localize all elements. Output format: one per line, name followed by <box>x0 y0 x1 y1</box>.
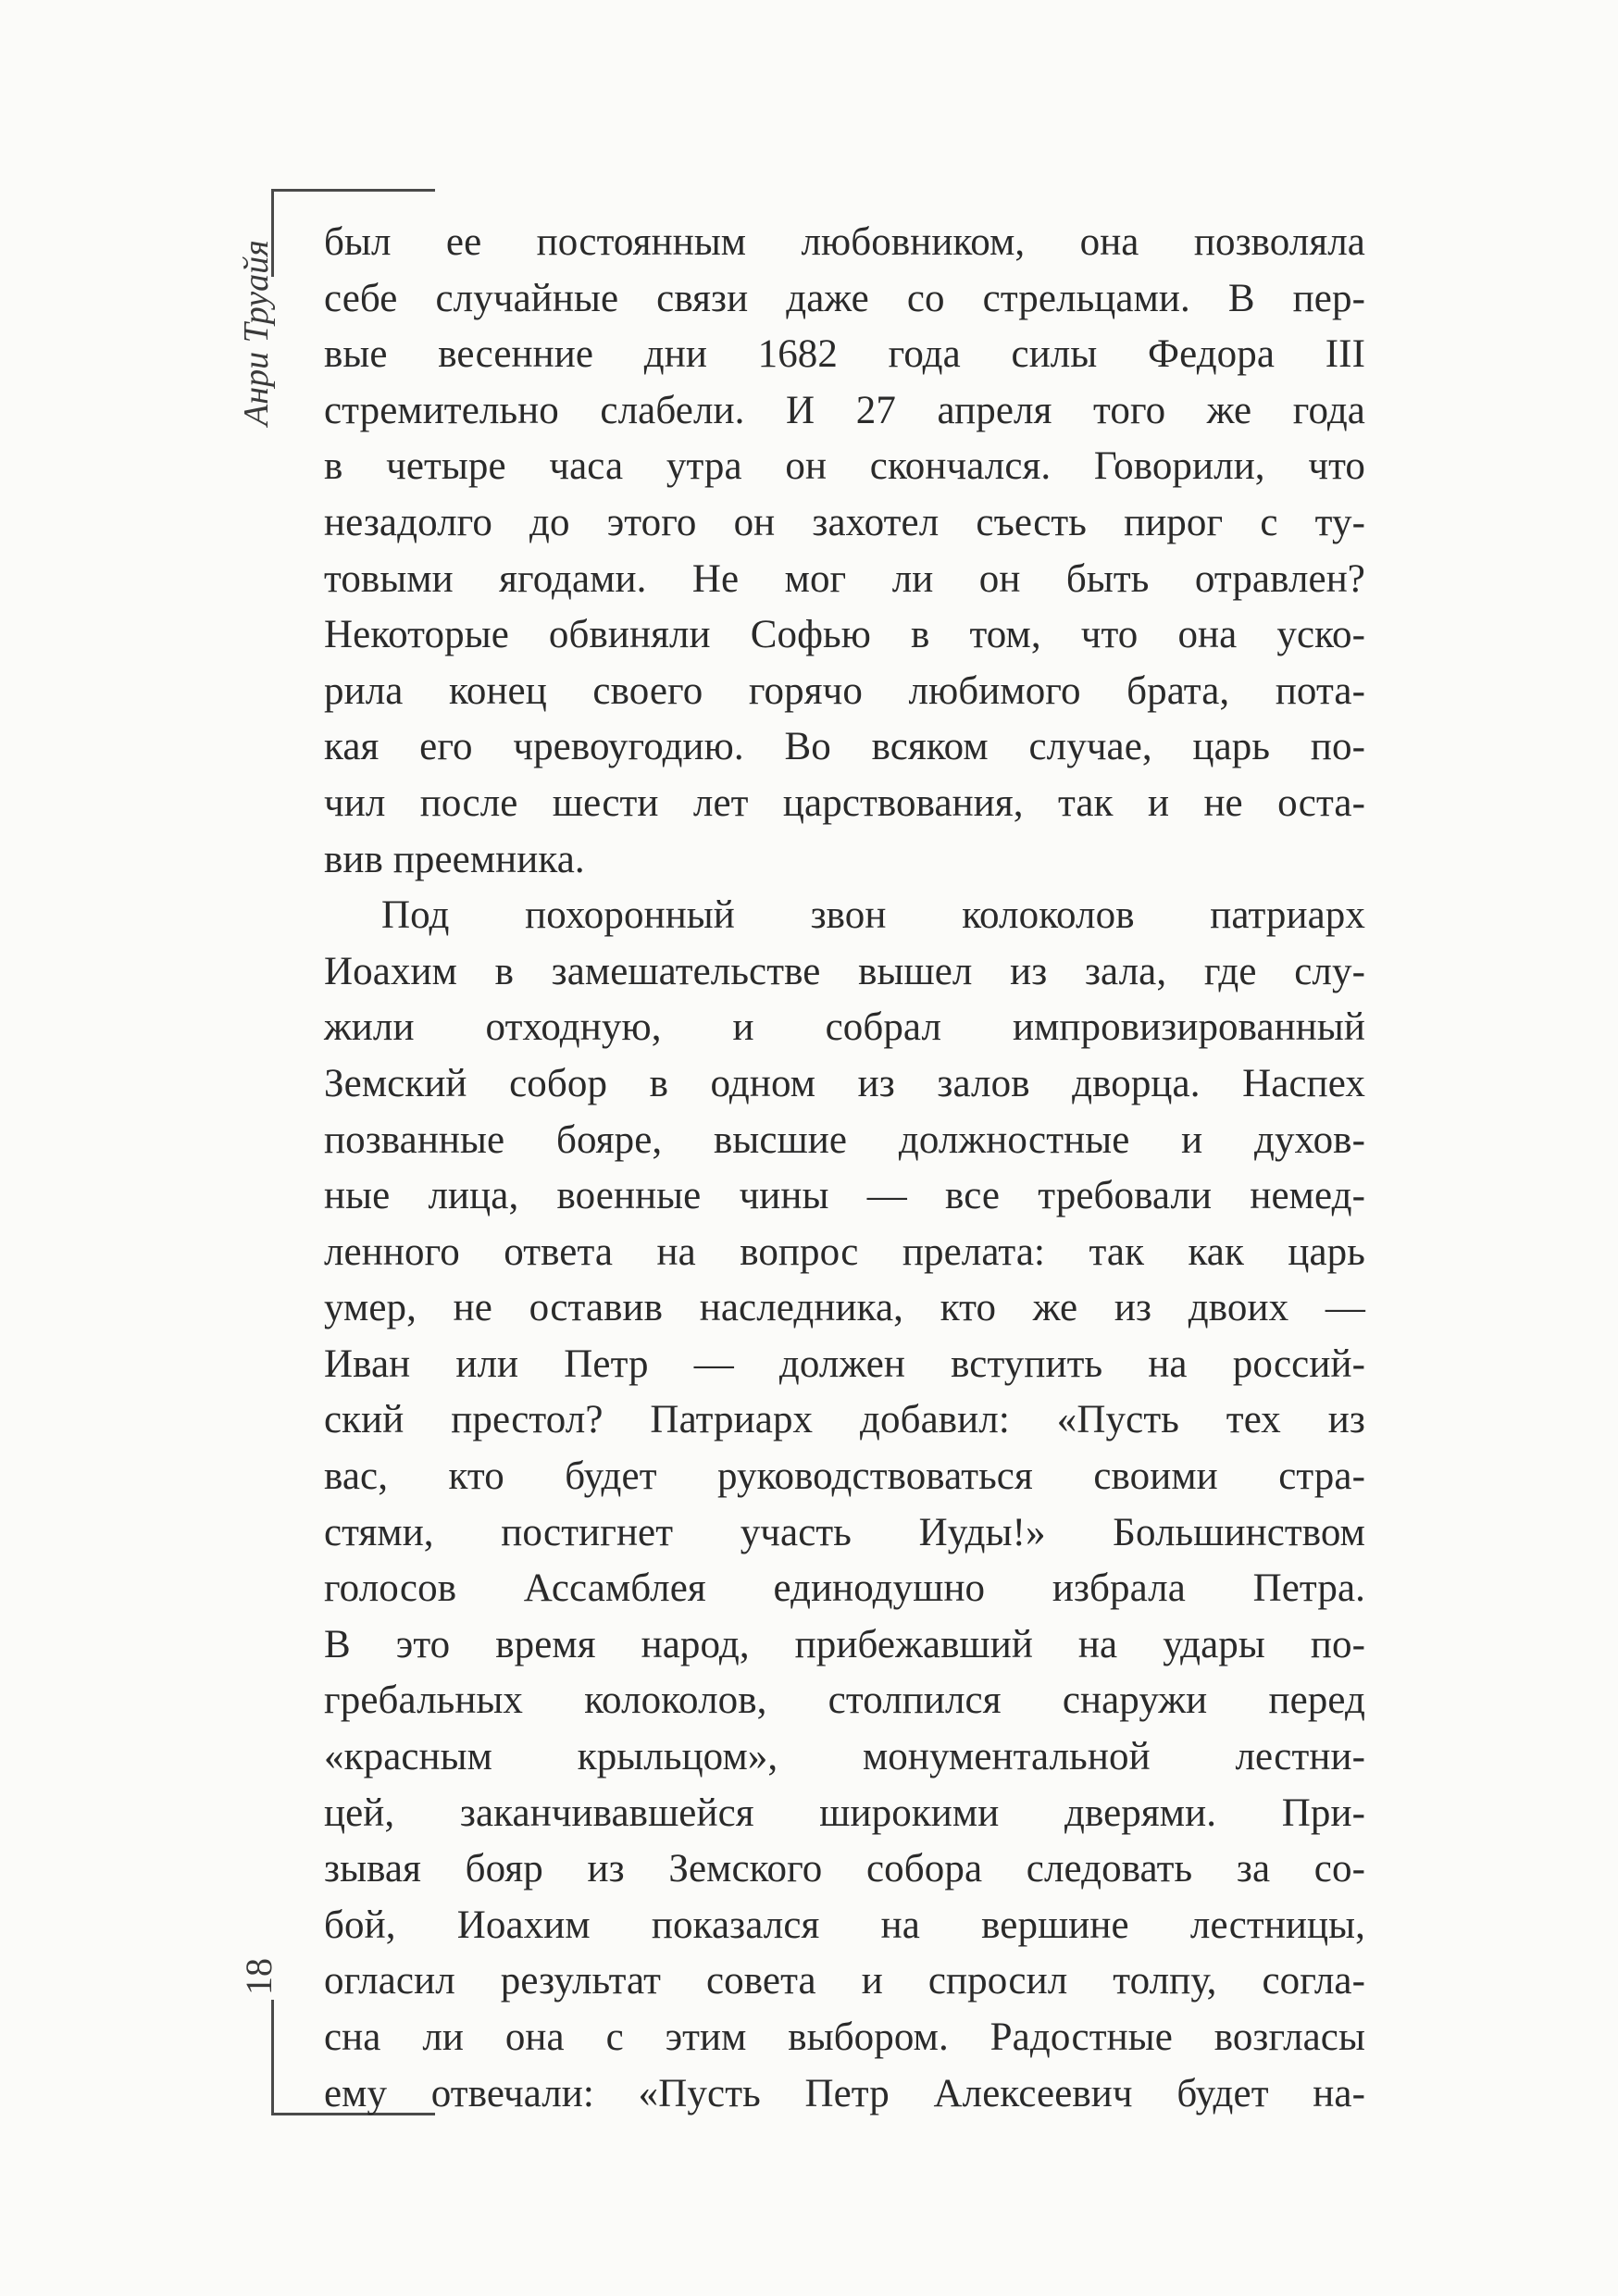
text-line: бой, Иоахим показался на вершине лестницы, <box>324 1903 1365 1947</box>
text-line: рила конец своего горячо любимого брата, пота- <box>324 668 1365 713</box>
text-line: товыми ягодами. Не мог ли он быть отравлен? <box>324 556 1365 601</box>
text-line: позванные бояре, высшие должностные и духов- <box>324 1117 1365 1162</box>
text-line: В это время народ, прибежавший на удары по- <box>324 1622 1365 1666</box>
bottom-bracket-vertical-rule <box>271 2000 274 2115</box>
text-line: был ее постоянным любовником, она позволяла <box>324 220 1365 264</box>
text-line: сна ли она с этим выбором. Радостные возгласы <box>324 2015 1365 2059</box>
text-line: незадолго до этого он захотел съесть пирог с ту- <box>324 500 1365 544</box>
text-line: Земский собор в одном из залов дворца. Наспех <box>324 1061 1365 1105</box>
body-text <box>324 215 1365 2122</box>
text-line: в четыре часа утра он скончался. Говорили, что <box>324 444 1365 489</box>
text-line: стями, постигнет участь Иуды!» Большинством <box>324 1510 1365 1554</box>
text-line: ский престол? Патриарх добавил: «Пусть тех из <box>324 1398 1365 1442</box>
paragraph-end-line: вив преемника. <box>324 837 585 881</box>
text-line: умер, не оставив наследника, кто же из двоих — <box>324 1286 1365 1330</box>
text-line: чил после шести лет царствования, так и не оста- <box>324 780 1365 825</box>
paragraph-start-line: Под похоронный звон колоколов патриарх <box>381 893 1365 938</box>
text-line: «красным крыльцом», монументальной лестни- <box>324 1735 1365 1779</box>
text-line: себе случайные связи даже со стрельцами. В пер- <box>324 276 1365 320</box>
text-line: ему отвечали: «Пусть Петр Алексеевич будет на- <box>324 2071 1365 2115</box>
text-line: зывая бояр из Земского собора следовать за со- <box>324 1847 1365 1891</box>
text-line: голосов Ассамблея единодушно избрала Петра. <box>324 1566 1365 1611</box>
text-line: гребальных колоколов, столпился снаружи перед <box>324 1678 1365 1723</box>
text-line: огласил результат совета и спросил толпу, согла- <box>324 1959 1365 2003</box>
page-number: 18 <box>238 1958 280 1995</box>
text-line: вас, кто будет руководствоваться своими стра- <box>324 1454 1365 1499</box>
text-line: Иоахим в замешательстве вышел из зала, где слу- <box>324 949 1365 993</box>
text-line: кая его чревоугодию. Во всяком случае, царь по- <box>324 725 1365 769</box>
text-line: цей, заканчивавшейся широкими дверями. При- <box>324 1791 1365 1835</box>
text-line: стремительно слабели. И 27 апреля того же года <box>324 388 1365 432</box>
text-line: Иван или Петр — должен вступить на россий- <box>324 1341 1365 1386</box>
running-header-author: Анри Труайя <box>237 240 276 426</box>
text-line: ные лица, военные чины — все требовали немед- <box>324 1174 1365 1218</box>
top-bracket-horizontal-rule <box>271 189 435 192</box>
text-line: вые весенние дни 1682 года силы Федора III <box>324 332 1365 377</box>
text-line: жили отходную, и собрал импровизированный <box>324 1005 1365 1050</box>
text-line: Некоторые обвиняли Софью в том, что она уско- <box>324 613 1365 657</box>
text-line: ленного ответа на вопрос прелата: так как царь <box>324 1229 1365 1274</box>
